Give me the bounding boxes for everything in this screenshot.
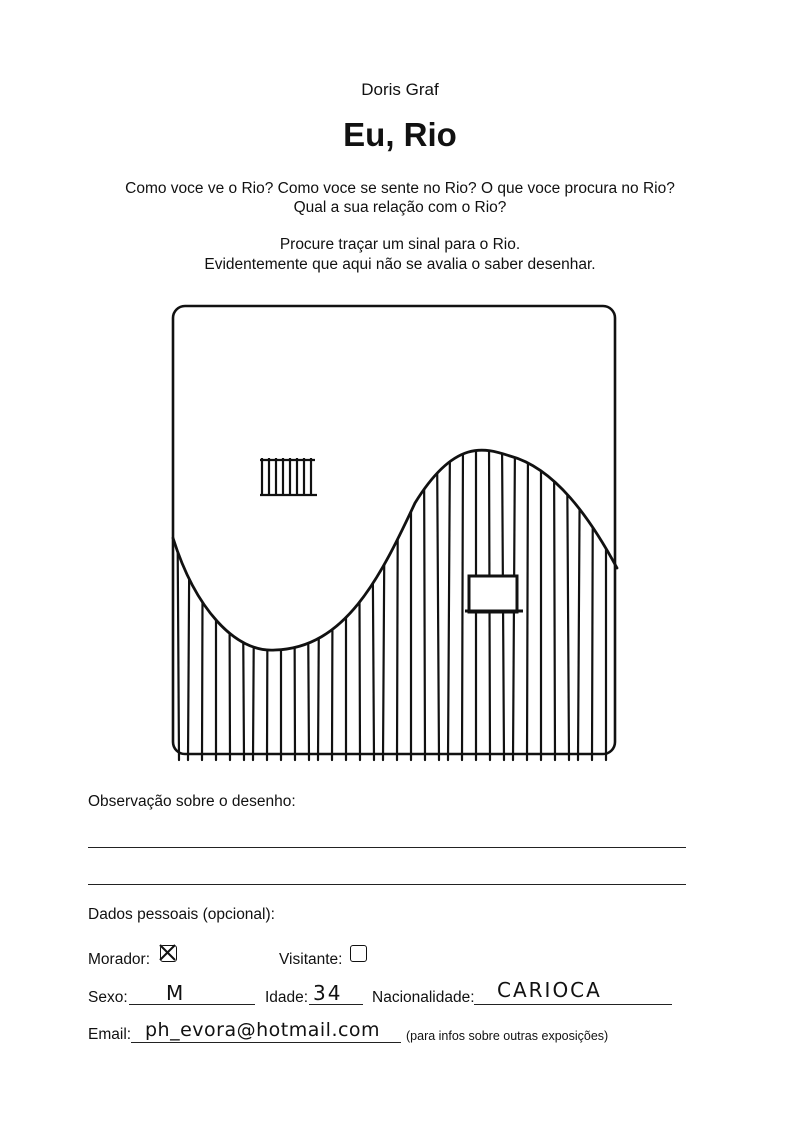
- email-note: (para infos sobre outras exposições): [406, 1029, 609, 1043]
- hatch-stroke: [397, 438, 398, 760]
- hatching: [177, 438, 606, 760]
- nationality-value[interactable]: CARIOCA: [497, 978, 602, 1002]
- hatch-stroke: [294, 438, 295, 760]
- question-line-2: Qual a sua relação com o Rio?: [293, 199, 507, 216]
- observation-line-1[interactable]: [88, 847, 686, 848]
- nationality-label: Nacionalidade:: [372, 989, 475, 1006]
- hatch-stroke: [307, 438, 309, 760]
- resident-checkbox[interactable]: [160, 945, 177, 962]
- hatch-stroke: [527, 438, 528, 760]
- email-value[interactable]: ph_evora@hotmail.com: [145, 1019, 381, 1041]
- hatch-stroke: [372, 438, 374, 760]
- hatch-stroke: [359, 438, 360, 760]
- hatch-stroke: [567, 438, 569, 760]
- question-line-1: Como voce ve o Rio? Como voce se sente no Rio? O que voce procura no Rio?: [125, 180, 675, 197]
- hatch-stroke: [177, 438, 179, 760]
- instruction-line-1: Procure traçar um sinal para o Rio.: [279, 236, 521, 253]
- visitor-checkbox[interactable]: [350, 945, 367, 962]
- instruction-line-2: Evidentemente que aqui não se avalia o saber desenhar.: [204, 256, 596, 273]
- hatch-stroke: [578, 438, 580, 760]
- age-label: Idade:: [265, 989, 309, 1006]
- hatch-stroke: [318, 438, 320, 760]
- email-label: Email:: [88, 1026, 132, 1043]
- hatch-stroke: [229, 438, 230, 760]
- hatch-stroke: [253, 438, 255, 760]
- sex-line: [129, 1004, 255, 1005]
- page-title: Eu, Rio: [343, 116, 457, 153]
- hatch-stroke: [554, 438, 555, 760]
- author-name: Doris Graf: [361, 80, 439, 99]
- personal-data-heading: Dados pessoais (opcional):: [88, 906, 275, 923]
- hatch-stroke: [383, 438, 385, 760]
- observation-line-2[interactable]: [88, 884, 686, 885]
- drawing-frame: [173, 306, 615, 754]
- hatch-stroke: [462, 438, 463, 760]
- sex-value[interactable]: M: [166, 981, 186, 1005]
- hatch-stroke: [448, 438, 450, 760]
- drawing-area[interactable]: [165, 298, 625, 773]
- email-line: [131, 1042, 401, 1043]
- visitor-label: Visitante:: [279, 951, 343, 968]
- small-building-sketch: [260, 458, 317, 496]
- nationality-line: [474, 1004, 672, 1005]
- resident-label: Morador:: [88, 951, 151, 968]
- hatch-stroke: [437, 438, 439, 760]
- check-mark-icon: [159, 944, 176, 961]
- river-curve: [173, 450, 617, 650]
- boat-sketch: [469, 576, 517, 612]
- hatch-stroke: [332, 438, 333, 760]
- observation-label: Observação sobre o desenho:: [88, 793, 296, 810]
- hatch-stroke: [202, 438, 203, 760]
- hatch-stroke: [188, 438, 190, 760]
- sex-label: Sexo:: [88, 989, 128, 1006]
- age-value[interactable]: 34: [313, 981, 343, 1005]
- hatch-stroke: [592, 438, 593, 760]
- hatch-stroke: [267, 438, 268, 760]
- hatch-stroke: [242, 438, 244, 760]
